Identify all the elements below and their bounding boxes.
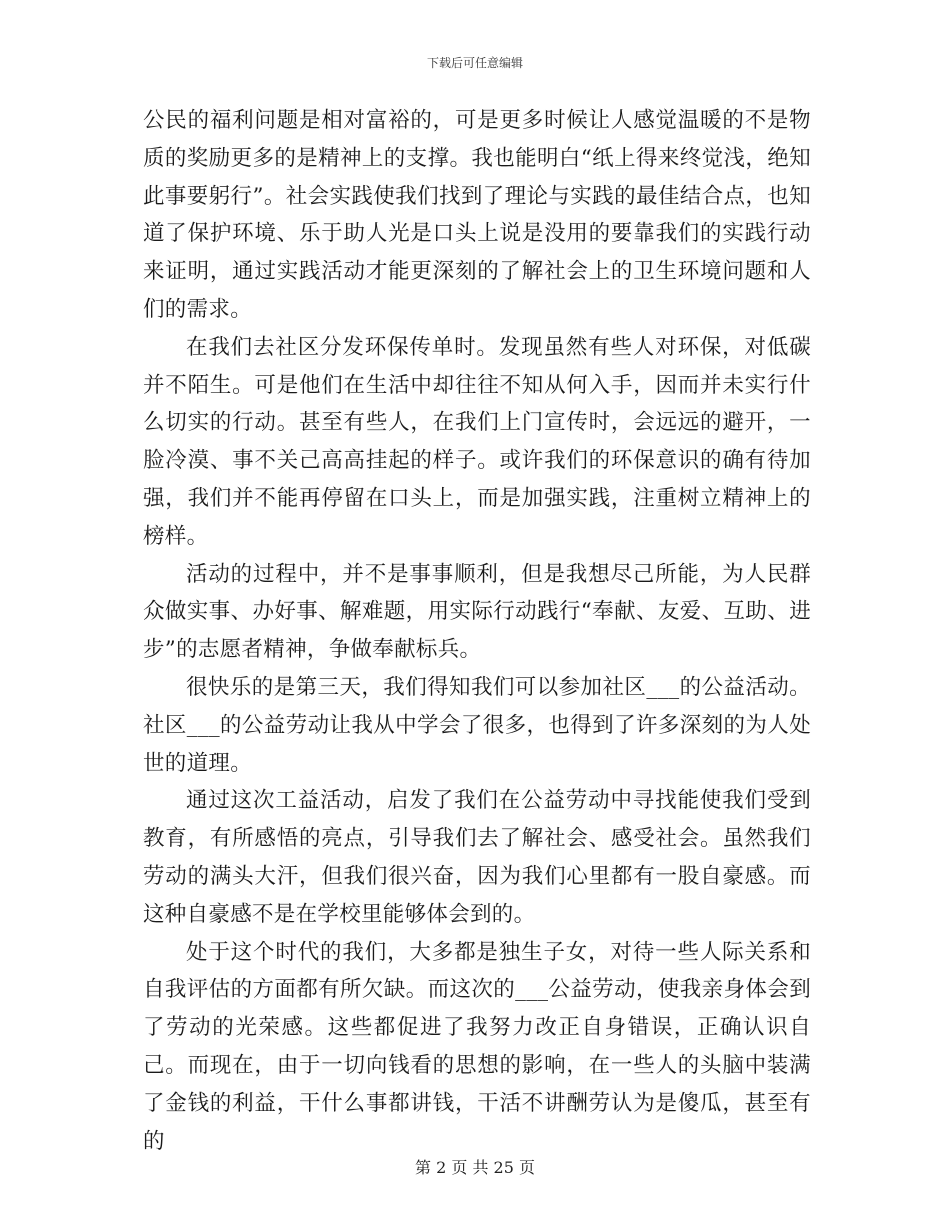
document-body (143, 102, 811, 1160)
paragraph-6: 处于这个时代的我们，大多都是独生子女，对待一些人际关系和自我评估的方面都有所欠缺。而这次的___公益劳动，使我亲身体会到了劳动的光荣感。这些都促进了我努力改正自身错误，正确认识自己。而现在，由于一切向钱看的思想的影响，在一些人的头脑中装满了金钱的利益，干什么事都讲钱，干活不讲酬劳认为是傻瓜，甚至有的 (143, 939, 811, 1154)
page-number-footer: 第 2 页 共 25 页 (415, 1158, 535, 1177)
paragraph-2: 在我们去社区分发环保传单时。发现虽然有些人对环保，对低碳并不陌生。可是他们在生活中却往往不知从何入手，因而并未实行什么切实的行动。甚至有些人，在我们上门宣传时，会远远的避开，一脸冷漠、事不关己高高挂起的样子。或许我们的环保意识的确有待加强，我们并不能再停留在口头上，而是加强实践，注重树立精神上的榜样。 (143, 334, 811, 549)
paragraph-4: 很快乐的是第三天，我们得知我们可以参加社区___的公益活动。社区___的公益劳动让我从中学会了很多，也得到了许多深刻的为人处世的道理。 (143, 674, 811, 776)
paragraph-1: 公民的福利问题是相对富裕的，可是更多时候让人感觉温暖的不是物质的奖励更多的是精神上的支撑。我也能明白“纸上得来终觉浅，绝知此事要躬行”。社会实践使我们找到了理论与实践的最佳结合点，也知道了保护环境、乐于助人光是口头上说是没用的要靠我们的实践行动来证明，通过实践活动才能更深刻的了解社会上的卫生环境问题和人们的需求。 (143, 108, 811, 322)
page-header-note: 下载后可任意编辑 (426, 56, 523, 70)
paragraph-5: 通过这次工益活动，启发了我们在公益劳动中寻找能使我们受到教育，有所感悟的亮点，引导我们去了解社会、感受社会。虽然我们劳动的满头大汗，但我们很兴奋，因为我们心里都有一股自豪感。而这种自豪感不是在学校里能够体会到的。 (143, 788, 811, 927)
paragraph-3: 活动的过程中，并不是事事顺利，但是我想尽己所能，为人民群众做实事、办好事、解难题，用实际行动践行“奉献、友爱、互助、进步”的志愿者精神，争做奉献标兵。 (143, 561, 811, 663)
